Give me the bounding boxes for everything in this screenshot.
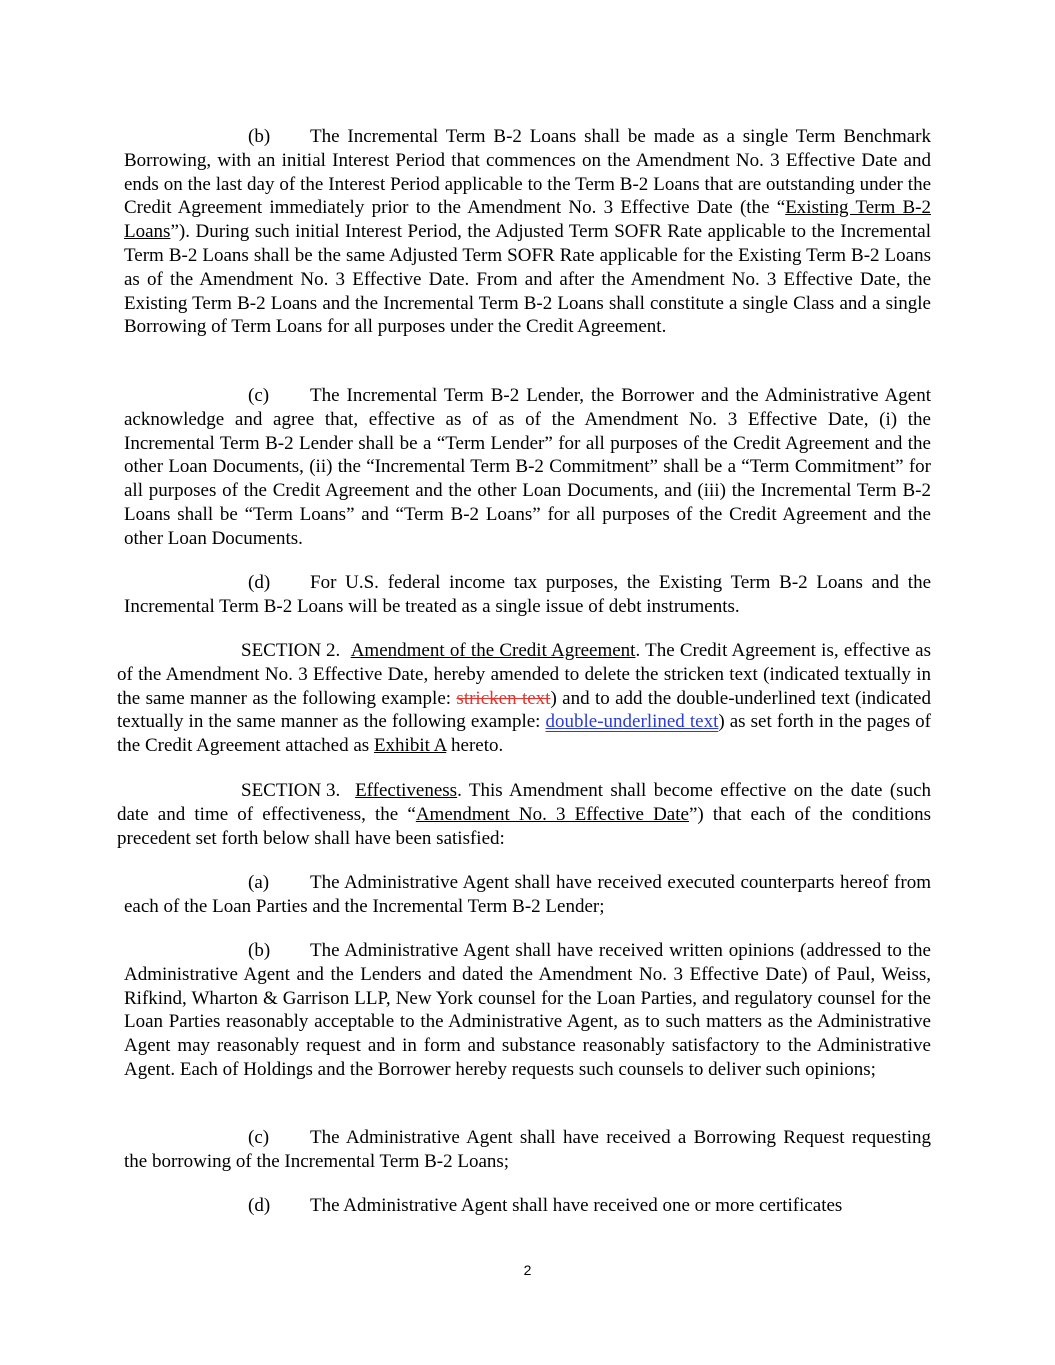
section-number: SECTION 2. [241,640,341,661]
paragraph-b [124,125,931,339]
page-number: 2 [523,1262,532,1278]
section-3 [117,779,931,850]
defined-term: Amendment No. 3 Effective Date [415,803,689,825]
paragraph-text: The Administrative Agent shall have received a Borrowing Request requesting the borrowing of the Incremental Term B-2 Loans; [124,1127,931,1172]
paragraph-c [124,384,931,551]
paragraph-text: ”). During such initial Interest Period, the Adjusted Term SOFR Rate applicable to the Incremental Term B-2 Loans shall be the same Adjusted Term SOFR Rate applicable for the Existing Term B-2 Loans as of the Amendment No. 3 Effective Date. From and after the Amendment No. 3 Effective Date, the Existing Term B-2 Loans and the Incremental Term B-2 Loans shall constitute a single Class and a single Borrowing of Term Loans for all purposes under the Credit Agreement. [124,221,931,338]
paragraph-text: For U.S. federal income tax purposes, the Existing Term B-2 Loans and the Incremental Term B-2 Loans will be treated as a single issue of debt instruments. [124,572,931,617]
paragraph-label: (b) [248,126,271,147]
section-2 [117,639,931,758]
condition-a [124,871,931,919]
section-number: SECTION 3. [241,780,341,801]
defined-term: Existing Term B-2 Loans [124,197,932,243]
paragraph-text: The Administrative Agent shall have received written opinions (addressed to the Administrative Agent and the Lenders and dated the Amendment No. 3 Effective Date) of Paul, Weiss, Rifkind, Wharton & Garrison LLP, New York counsel for the Loan Parties, and regulatory counsel for the Loan Parties reasonably acceptable to the Administrative Agent, as to such matters as the Administrative Agent may reasonably request and in form and substance reasonably satisfactory to the Administrative Agent. Each of Holdings and the Borrower hereby requests such counsels to deliver such opinions; [124,940,931,1080]
paragraph-label: (c) [248,1127,270,1148]
condition-c [124,1126,931,1174]
condition-b [124,939,931,1082]
paragraph-label: (d) [248,572,271,593]
exhibit-reference: Exhibit A [373,735,447,757]
section-text: . The Credit Agreement is, effective as of the Amendment No. 3 Effective Date, hereby amended to delete the stricken text (indicated textually in the same manner as the following example: [117,640,931,709]
section-title: Effectiveness [355,780,458,801]
paragraph-d [124,571,931,619]
paragraph-label: (c) [248,385,270,406]
section-title: Amendment of the Credit Agreement [350,640,636,661]
paragraph-text: The Incremental Term B-2 Lender, the Borrower and the Administrative Agent acknowledge and agree that, effective as of as of the Amendment No. 3 Effective Date, (i) the Incremental Term B-2 Lender shall be a “Term Lender” for all purposes of the Credit Agreement and the other Loan Documents, (ii) the “Incremental Term B-2 Commitment” shall be a “Term Commitment” for all purposes of the Credit Agreement and the other Loan Documents, and (iii) the Incremental Term B-2 Loans shall be “Term Loans” and “Term B-2 Loans” for all purposes of the Credit Agreement and the other Loan Documents. [124,385,931,549]
condition-d [124,1194,931,1218]
stricken-text-example: stricken text [456,687,551,709]
paragraph-text: The Incremental Term B-2 Loans shall be made as a single Term Benchmark Borrowing, with an initial Interest Period that commences on the Amendment No. 3 Effective Date and ends on the last day of the Interest Period applicable to the Term B-2 Loans that are outstanding under the Credit Agreement immediately prior to the Amendment No. 3 Effective Date (the “ [124,126,931,219]
section-text: ) and to add the double-underlined text (indicated textually in the same manner as the following example: [117,687,931,733]
paragraph-text: The Administrative Agent shall have received executed counterparts hereof from each of the Loan Parties and the Incremental Term B-2 Lender; [124,872,931,917]
section-text: ) as set forth in the pages of the Credit Agreement attached as [117,711,931,757]
paragraph-text: The Administrative Agent shall have received one or more certificates [310,1195,843,1216]
paragraph-label: (b) [248,940,271,961]
paragraph-label: (a) [248,872,270,893]
double-underlined-text-example: double-underlined text [545,711,719,733]
paragraph-label: (d) [248,1195,271,1216]
section-text: ”) that each of the conditions precedent set forth below shall have been satisfied: [117,803,931,849]
section-text: hereto. [446,735,504,757]
section-text: . This Amendment shall become effective on the date (such date and time of effectiveness, the “ [117,780,931,825]
